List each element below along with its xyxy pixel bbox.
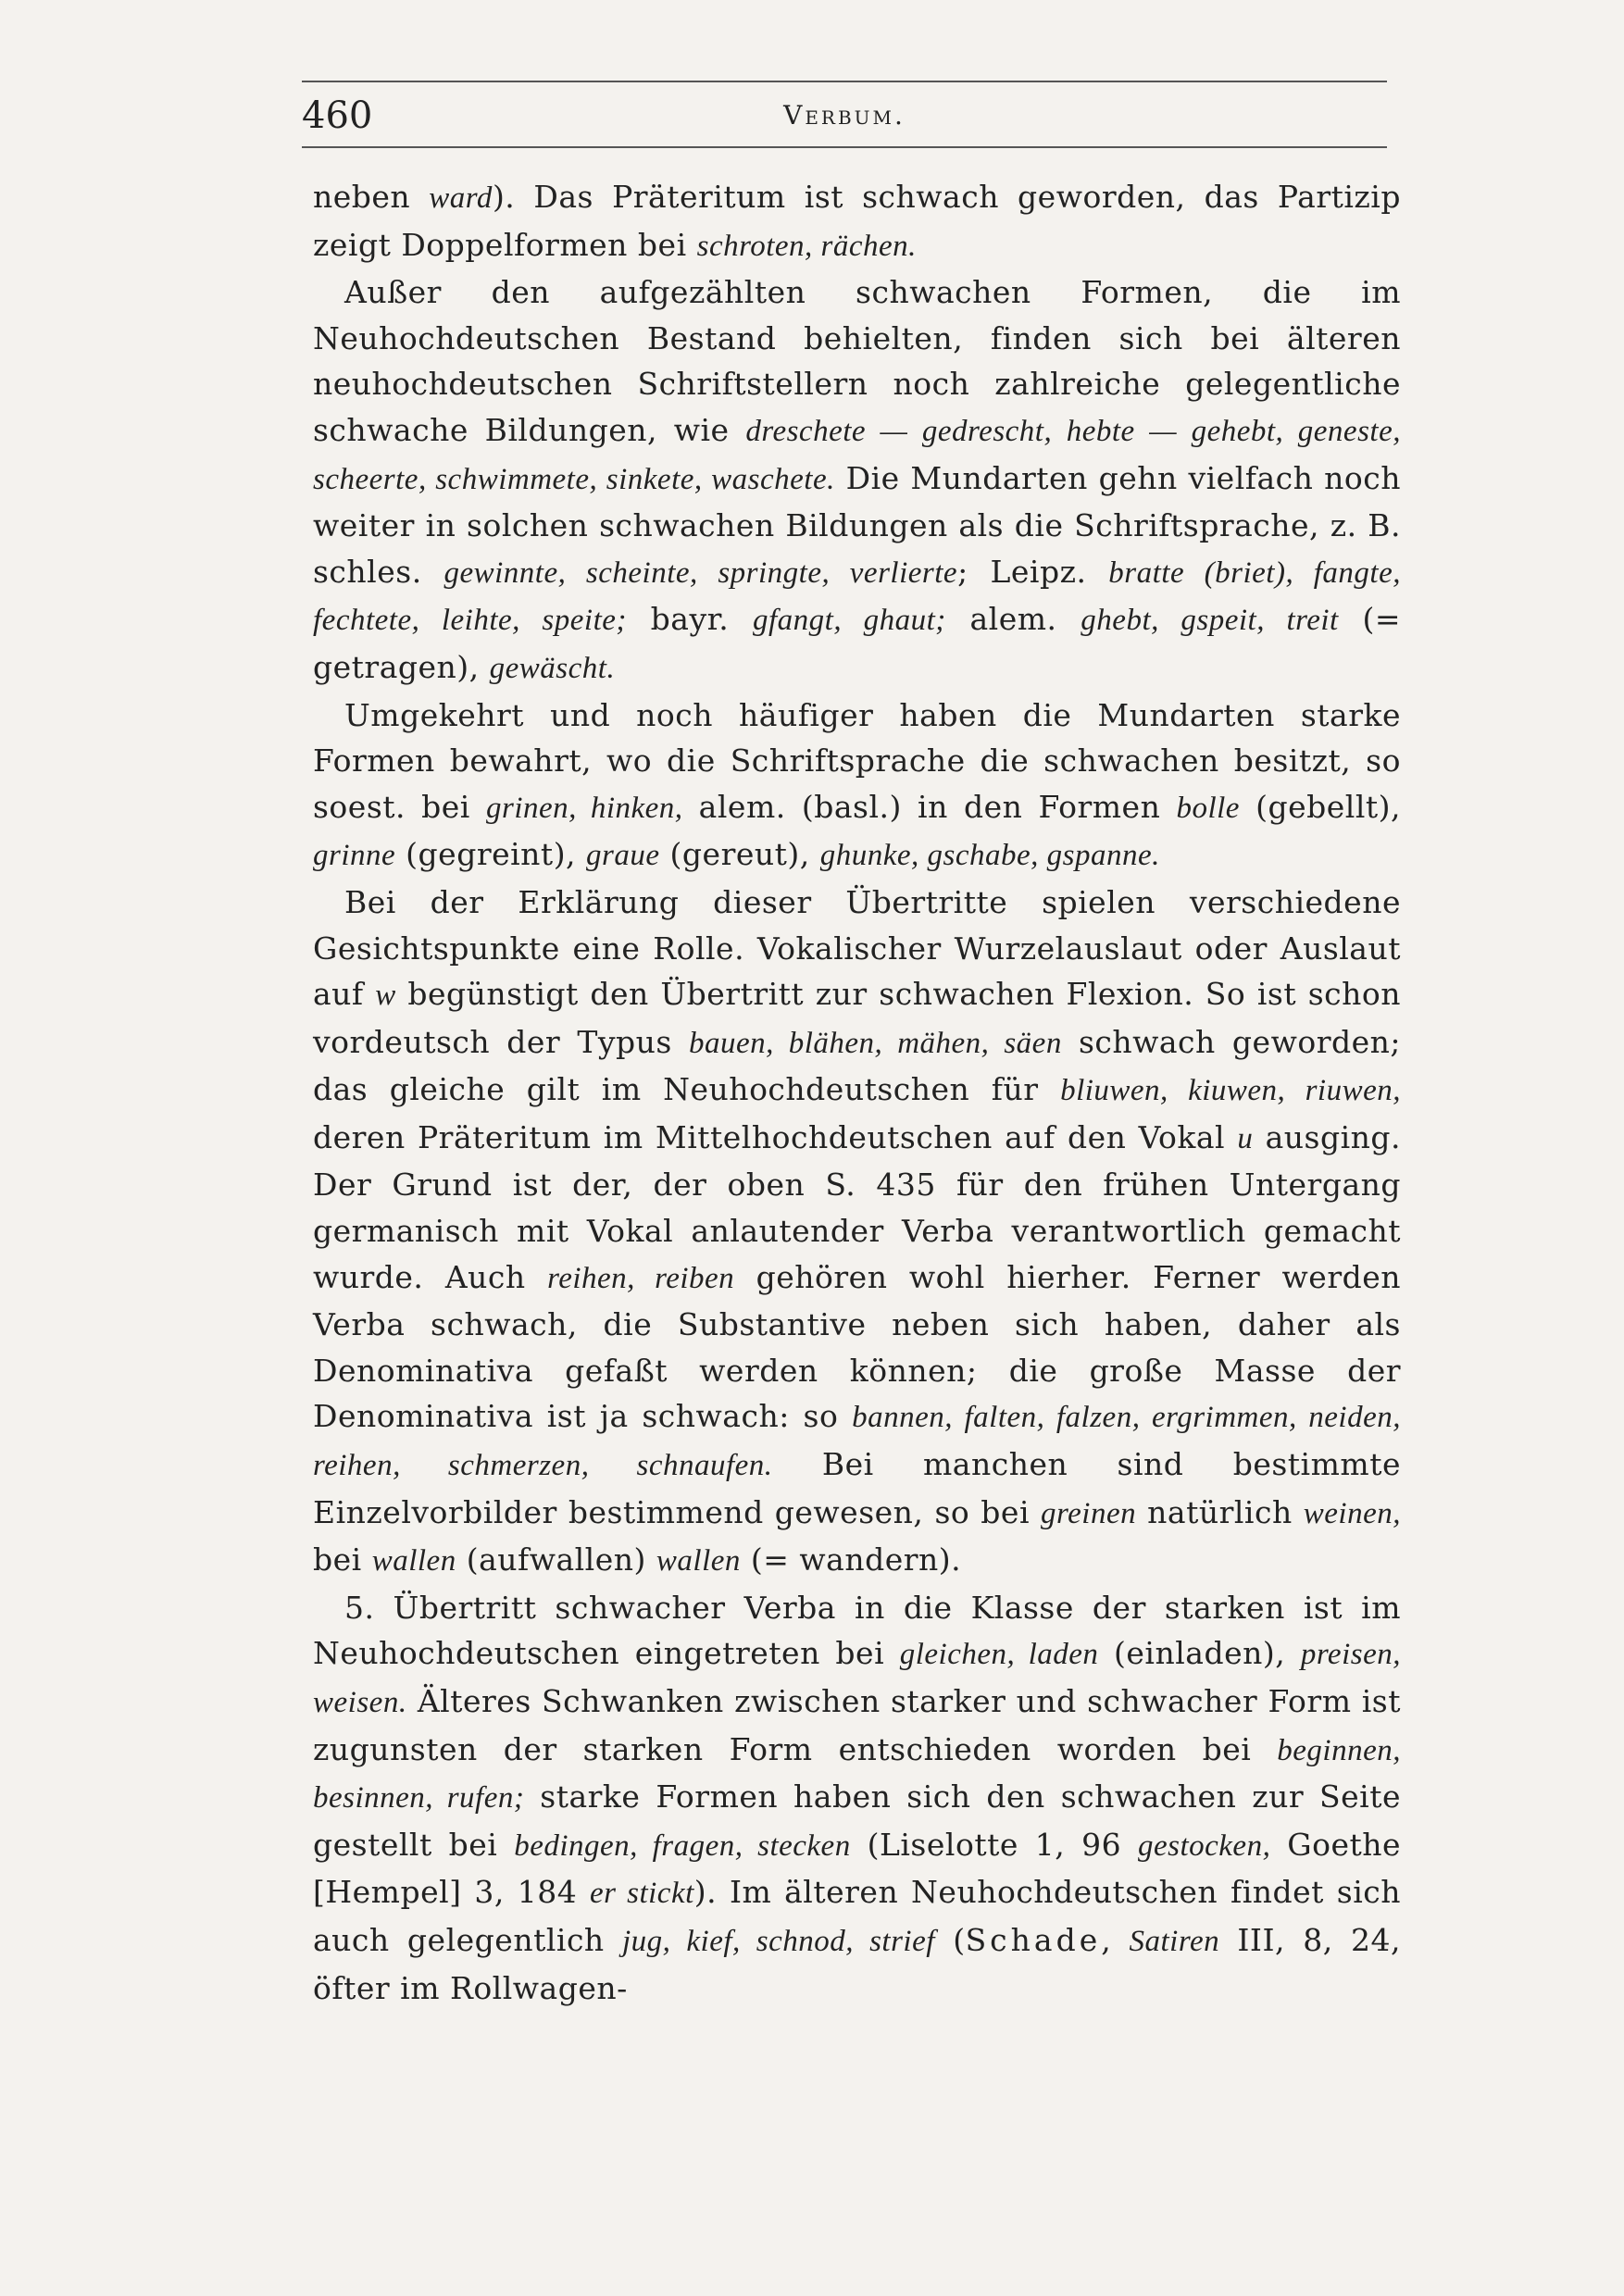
- italic-text: w: [375, 979, 396, 1013]
- text-run: begünstigt den Übertritt zur schwachen Flexion. So ist schon vordeutsch der Typus: [313, 976, 1401, 1060]
- text-run: Goethe [Hempel] 3, 184: [313, 1826, 1402, 1911]
- text-run: (Liselotte 1, 96: [850, 1826, 1138, 1863]
- spaced-text: Schade: [965, 1921, 1102, 1958]
- text-run: ; Leipz.: [957, 553, 1109, 590]
- italic-text: u: [1237, 1121, 1254, 1155]
- text-run: (aufwallen): [456, 1541, 656, 1578]
- text-run: neben: [313, 179, 430, 215]
- italic-text: grinne: [313, 839, 396, 873]
- text-run: Außer den aufgezählten schwachen Formen, die im Neuhochdeutschen Bestand behielten, finden sich bei älteren neuhochdeutschen Schriftstellern noch zahlreiche gelegentliche schwache Bildungen, wie: [313, 274, 1401, 448]
- italic-text: dreschete — gedrescht, hebte — gehebt, geneste, scheerte, schwimmete, sinkete, waschete.: [313, 414, 1401, 496]
- text-run: ,: [1101, 1921, 1130, 1958]
- italic-text: er stickt: [590, 1877, 694, 1911]
- italic-text: Satiren: [1129, 1924, 1220, 1958]
- text-run: bei: [313, 1541, 372, 1578]
- text-run: 5. Übertritt schwacher Verba in die Klasse der starken ist im Neuhochdeutschen eingetreten bei: [313, 1589, 1401, 1672]
- paragraph: [313, 693, 1401, 880]
- italic-text: gewäscht.: [489, 651, 616, 685]
- italic-text: gestocken,: [1137, 1828, 1271, 1863]
- italic-text: bolle: [1176, 791, 1240, 825]
- text-run: ). Im älteren Neuhochdeutschen findet sich auch gelegentlich: [313, 1874, 1401, 1958]
- paragraph: [313, 269, 1401, 692]
- italic-text: beginnen, besinnen, rufen;: [313, 1733, 1401, 1816]
- text-run: alem. (basl.) in den Formen: [682, 788, 1177, 825]
- text-run: Umgekehrt und noch häufiger haben die Mundarten starke Formen bewahrt, wo die Schriftsprache die schwachen besitzt, so soest. bei: [313, 696, 1401, 825]
- italic-text: weinen,: [1303, 1496, 1401, 1530]
- text-run: ausging. Der Grund ist der, der oben S. 435 für den frühen Untergang germanisch mit Vokal anlautender Verba verantwortlich gemacht wurde. Auch: [313, 1118, 1401, 1295]
- body-text: [313, 174, 1401, 2011]
- text-run: Bei manchen sind bestimmte Einzelvorbilder bestimmend gewesen, so bei: [313, 1446, 1401, 1530]
- text-run: deren Präteritum im Mittelhochdeutschen auf den Vokal: [313, 1118, 1238, 1155]
- italic-text: bannen, falten, falzen, ergrimmen, neiden, reihen, schmerzen, schnaufen.: [313, 1401, 1401, 1483]
- text-run: starke Formen haben sich den schwachen zur Seite gestellt bei: [313, 1778, 1402, 1863]
- text-run: Älteres Schwanken zwischen starker und schwacher Form ist zugunsten der starken Form entschieden worden bei: [313, 1683, 1401, 1767]
- italic-text: ward: [429, 181, 493, 215]
- running-title: Verbum.: [783, 100, 906, 131]
- paragraph: [313, 1585, 1401, 2011]
- italic-text: reihen, reiben: [547, 1261, 735, 1295]
- paragraph: [313, 174, 1401, 269]
- paragraph: [313, 880, 1401, 1585]
- italic-text: grinen, hinken,: [486, 791, 683, 825]
- text-run: (= getragen),: [313, 601, 1402, 685]
- text-run: Die Mundarten gehn vielfach noch weiter in solchen schwachen Bildungen als die Schriftsprache, z. B. schles.: [313, 459, 1401, 590]
- text-run: ). Das Präteritum ist schwach geworden, das Partizip zeigt Doppelformen bei: [313, 179, 1401, 263]
- text-run: schwach geworden; das gleiche gilt im Neuhochdeutschen für: [313, 1023, 1401, 1108]
- text-run: alem.: [945, 601, 1081, 638]
- header-top-rule: [302, 81, 1387, 82]
- text-run: (gereut),: [659, 836, 820, 873]
- page-number: 460: [302, 94, 373, 137]
- italic-text: gewinnte, scheinte, springte, verlierte: [443, 555, 958, 590]
- italic-text: gfangt, ghaut;: [752, 604, 946, 638]
- text-run: (: [934, 1921, 966, 1958]
- text-run: (gebellt),: [1239, 788, 1402, 825]
- text-run: III, 8, 24, öfter im Rollwagen-: [313, 1921, 1401, 2006]
- header-bottom-rule: [302, 146, 1387, 148]
- italic-text: greinen: [1041, 1496, 1137, 1530]
- italic-text: gleichen, laden: [899, 1638, 1099, 1672]
- italic-text: wallen: [371, 1544, 456, 1578]
- italic-text: preisen, weisen.: [313, 1638, 1401, 1719]
- text-run: (gegreint),: [395, 836, 587, 873]
- italic-text: graue: [586, 839, 660, 873]
- italic-text: bauen, blähen, mähen, säen: [688, 1026, 1062, 1060]
- italic-text: ghebt, gspeit, treit: [1081, 604, 1339, 638]
- text-run: (= wandern).: [740, 1541, 962, 1578]
- italic-text: ghunke, gschabe, gspanne.: [819, 839, 1160, 873]
- italic-text: bliuwen, kiuwen, riuwen,: [1060, 1074, 1401, 1108]
- text-run: Bei der Erklärung dieser Übertritte spielen verschiedene Gesichtspunkte eine Rolle. Vokalischer Wurzelauslaut oder Auslaut auf: [313, 883, 1401, 1013]
- italic-text: schroten, rächen.: [696, 229, 917, 263]
- text-run: (einladen),: [1098, 1635, 1301, 1672]
- italic-text: jug, kief, schnod, strief: [621, 1924, 935, 1958]
- text-run: gehören wohl hierher. Ferner werden Verba schwach, die Substantive neben sich haben, daher als Denominativa gefaßt werden können; die große Masse der Denominativa ist ja schwach: so: [313, 1258, 1401, 1435]
- page-header: [302, 93, 1387, 139]
- italic-text: bedingen, fragen, stecken: [514, 1828, 851, 1863]
- text-run: natürlich: [1136, 1493, 1304, 1530]
- italic-text: wallen: [656, 1544, 741, 1578]
- italic-text: bratte (briet), fangte, fechtete, leihte, speite;: [313, 555, 1401, 638]
- text-run: bayr.: [626, 601, 753, 638]
